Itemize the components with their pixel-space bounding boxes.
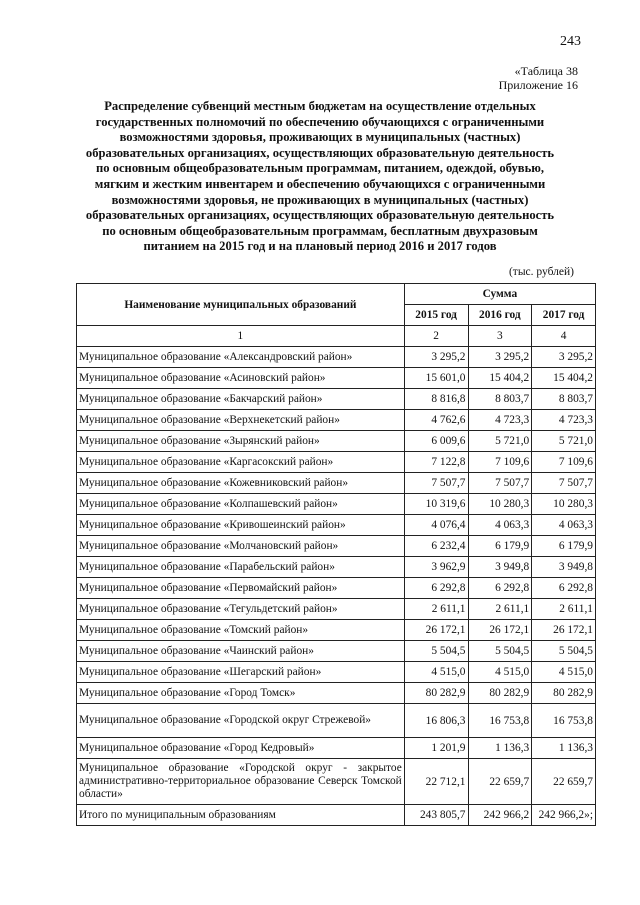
title-line: мягким и жестким инвентарем и обеспечению обучающихся с ограниченными — [94, 176, 546, 191]
column-numbers-row — [77, 326, 596, 347]
value-2015: 15 601,0 — [404, 368, 468, 389]
value-2015: 22 712,1 — [404, 759, 468, 805]
municipality-name: Муниципальное образование «Городской округ - закрытое административно-территориальное образование Северск Томской области» — [77, 759, 405, 805]
total-2017: 242 966,2»; — [532, 805, 596, 826]
table-row — [77, 368, 596, 389]
value-2016: 1 136,3 — [468, 738, 532, 759]
municipality-name: Муниципальное образование «Чаинский район» — [77, 641, 405, 662]
title-line: Распределение субвенций местным бюджетам на осуществление отдельных — [104, 99, 536, 113]
municipality-name: Муниципальное образование «Кожевниковский район» — [77, 473, 405, 494]
value-2017: 16 753,8 — [532, 704, 596, 738]
total-row — [77, 805, 596, 826]
value-2016: 6 292,8 — [468, 578, 532, 599]
value-2015: 2 611,1 — [404, 599, 468, 620]
header-row — [77, 284, 596, 305]
value-2016: 26 172,1 — [468, 620, 532, 641]
value-2016: 4 515,0 — [468, 662, 532, 683]
column-number: 4 — [532, 326, 596, 347]
value-2016: 4 063,3 — [468, 515, 532, 536]
municipality-name: Муниципальное образование «Городской округ Стрежевой» — [77, 704, 405, 738]
title-line: возможностями здоровья, не проживающих в муниципальных (частных) — [111, 192, 529, 207]
column-number: 1 — [77, 326, 405, 347]
document-title — [70, 99, 570, 255]
column-number: 3 — [468, 326, 532, 347]
value-2015: 3 962,9 — [404, 557, 468, 578]
table-row — [77, 536, 596, 557]
value-2015: 4 515,0 — [404, 662, 468, 683]
table-row — [77, 347, 596, 368]
value-2017: 6 179,9 — [532, 536, 596, 557]
value-2017: 5 504,5 — [532, 641, 596, 662]
table-row — [77, 410, 596, 431]
table-row — [77, 515, 596, 536]
value-2016: 4 723,3 — [468, 410, 532, 431]
table-row — [77, 759, 596, 805]
municipality-name: Муниципальное образование «Город Кедровый» — [77, 738, 405, 759]
title-line: по основным общеобразовательным программам, бесплатным двухразовым — [102, 223, 538, 238]
value-2015: 6 009,6 — [404, 431, 468, 452]
municipality-name: Муниципальное образование «Бакчарский район» — [77, 389, 405, 410]
value-2015: 6 292,8 — [404, 578, 468, 599]
value-2017: 2 611,1 — [532, 599, 596, 620]
value-2017: 80 282,9 — [532, 683, 596, 704]
column-number: 2 — [404, 326, 468, 347]
table-row — [77, 494, 596, 515]
municipality-name: Муниципальное образование «Томский район» — [77, 620, 405, 641]
appendix-label: Приложение 16 — [498, 78, 578, 92]
value-2015: 3 295,2 — [404, 347, 468, 368]
title-line: образовательных организациях, осуществляющих образовательную деятельность — [85, 208, 555, 223]
value-2017: 22 659,7 — [532, 759, 596, 805]
title-line: по основным общеобразовательным программам, питанием, одеждой, обувью, — [95, 161, 545, 176]
value-2017: 5 721,0 — [532, 431, 596, 452]
value-2016: 15 404,2 — [468, 368, 532, 389]
value-2017: 1 136,3 — [532, 738, 596, 759]
table-row — [77, 599, 596, 620]
table-row — [77, 641, 596, 662]
value-2017: 26 172,1 — [532, 620, 596, 641]
value-2016: 22 659,7 — [468, 759, 532, 805]
municipality-name: Муниципальное образование «Колпашевский район» — [77, 494, 405, 515]
value-2016: 10 280,3 — [468, 494, 532, 515]
value-2015: 7 122,8 — [404, 452, 468, 473]
value-2015: 1 201,9 — [404, 738, 468, 759]
subsidy-table — [76, 283, 596, 826]
municipality-name: Муниципальное образование «Парабельский район» — [77, 557, 405, 578]
municipality-name: Муниципальное образование «Шегарский район» — [77, 662, 405, 683]
value-2016: 8 803,7 — [468, 389, 532, 410]
total-2015: 243 805,7 — [404, 805, 468, 826]
header-name: Наименование муниципальных образований — [77, 284, 405, 326]
table-row — [77, 452, 596, 473]
appendix-header — [499, 64, 578, 92]
value-2015: 10 319,6 — [404, 494, 468, 515]
value-2017: 4 515,0 — [532, 662, 596, 683]
municipality-name: Муниципальное образование «Молчановский район» — [77, 536, 405, 557]
table-row — [77, 620, 596, 641]
value-2015: 16 806,3 — [404, 704, 468, 738]
value-2017: 15 404,2 — [532, 368, 596, 389]
value-2017: 6 292,8 — [532, 578, 596, 599]
municipality-name: Муниципальное образование «Тегульдетский район» — [77, 599, 405, 620]
municipality-name: Муниципальное образование «Зырянский район» — [77, 431, 405, 452]
total-label: Итого по муниципальным образованиям — [77, 805, 405, 826]
municipality-name: Муниципальное образование «Каргасокский район» — [77, 452, 405, 473]
municipality-name: Муниципальное образование «Кривошеинский район» — [77, 515, 405, 536]
value-2015: 4 762,6 — [404, 410, 468, 431]
total-2016: 242 966,2 — [468, 805, 532, 826]
value-2015: 6 232,4 — [404, 536, 468, 557]
table-row — [77, 431, 596, 452]
value-2017: 4 723,3 — [532, 410, 596, 431]
municipality-name: Муниципальное образование «Александровский район» — [77, 347, 405, 368]
header-sum: Сумма — [404, 284, 595, 305]
value-2017: 7 507,7 — [532, 473, 596, 494]
municipality-name: Муниципальное образование «Город Томск» — [77, 683, 405, 704]
title-line: питанием на 2015 год и на плановый период 2016 и 2017 годов — [143, 239, 497, 254]
municipality-name: Муниципальное образование «Верхнекетский район» — [77, 410, 405, 431]
value-2015: 26 172,1 — [404, 620, 468, 641]
table-row — [77, 738, 596, 759]
header-year-2015: 2015 год — [404, 305, 468, 326]
value-2015: 8 816,8 — [404, 389, 468, 410]
table-reference: «Таблица 38 — [514, 64, 578, 78]
value-2015: 5 504,5 — [404, 641, 468, 662]
value-2017: 8 803,7 — [532, 389, 596, 410]
value-2015: 7 507,7 — [404, 473, 468, 494]
value-2017: 7 109,6 — [532, 452, 596, 473]
municipality-name: Муниципальное образование «Первомайский район» — [77, 578, 405, 599]
value-2017: 3 295,2 — [532, 347, 596, 368]
value-2016: 16 753,8 — [468, 704, 532, 738]
value-2016: 7 109,6 — [468, 452, 532, 473]
table-row — [77, 473, 596, 494]
value-2016: 80 282,9 — [468, 683, 532, 704]
municipality-name: Муниципальное образование «Асиновский район» — [77, 368, 405, 389]
table-row — [77, 662, 596, 683]
header-year-2016: 2016 год — [468, 305, 532, 326]
value-2016: 6 179,9 — [468, 536, 532, 557]
value-2016: 3 949,8 — [468, 557, 532, 578]
header-year-2017: 2017 год — [532, 305, 596, 326]
value-2016: 3 295,2 — [468, 347, 532, 368]
value-2017: 3 949,8 — [532, 557, 596, 578]
unit-label: (тыс. рублей) — [508, 266, 574, 278]
title-line: возможностями здоровья, проживающих в муниципальных (частных) — [119, 130, 521, 145]
value-2016: 2 611,1 — [468, 599, 532, 620]
value-2015: 4 076,4 — [404, 515, 468, 536]
value-2015: 80 282,9 — [404, 683, 468, 704]
title-line: образовательных организациях, осуществляющих образовательную деятельность — [85, 145, 555, 160]
table-row — [77, 704, 596, 738]
table-row — [77, 578, 596, 599]
value-2016: 7 507,7 — [468, 473, 532, 494]
table-row — [77, 389, 596, 410]
page-number: 243 — [560, 34, 581, 49]
table-row — [77, 557, 596, 578]
table-row — [77, 683, 596, 704]
value-2016: 5 504,5 — [468, 641, 532, 662]
value-2017: 4 063,3 — [532, 515, 596, 536]
title-line: государственных полномочий по обеспечению обучающихся с ограниченными — [95, 114, 545, 129]
value-2016: 5 721,0 — [468, 431, 532, 452]
value-2017: 10 280,3 — [532, 494, 596, 515]
